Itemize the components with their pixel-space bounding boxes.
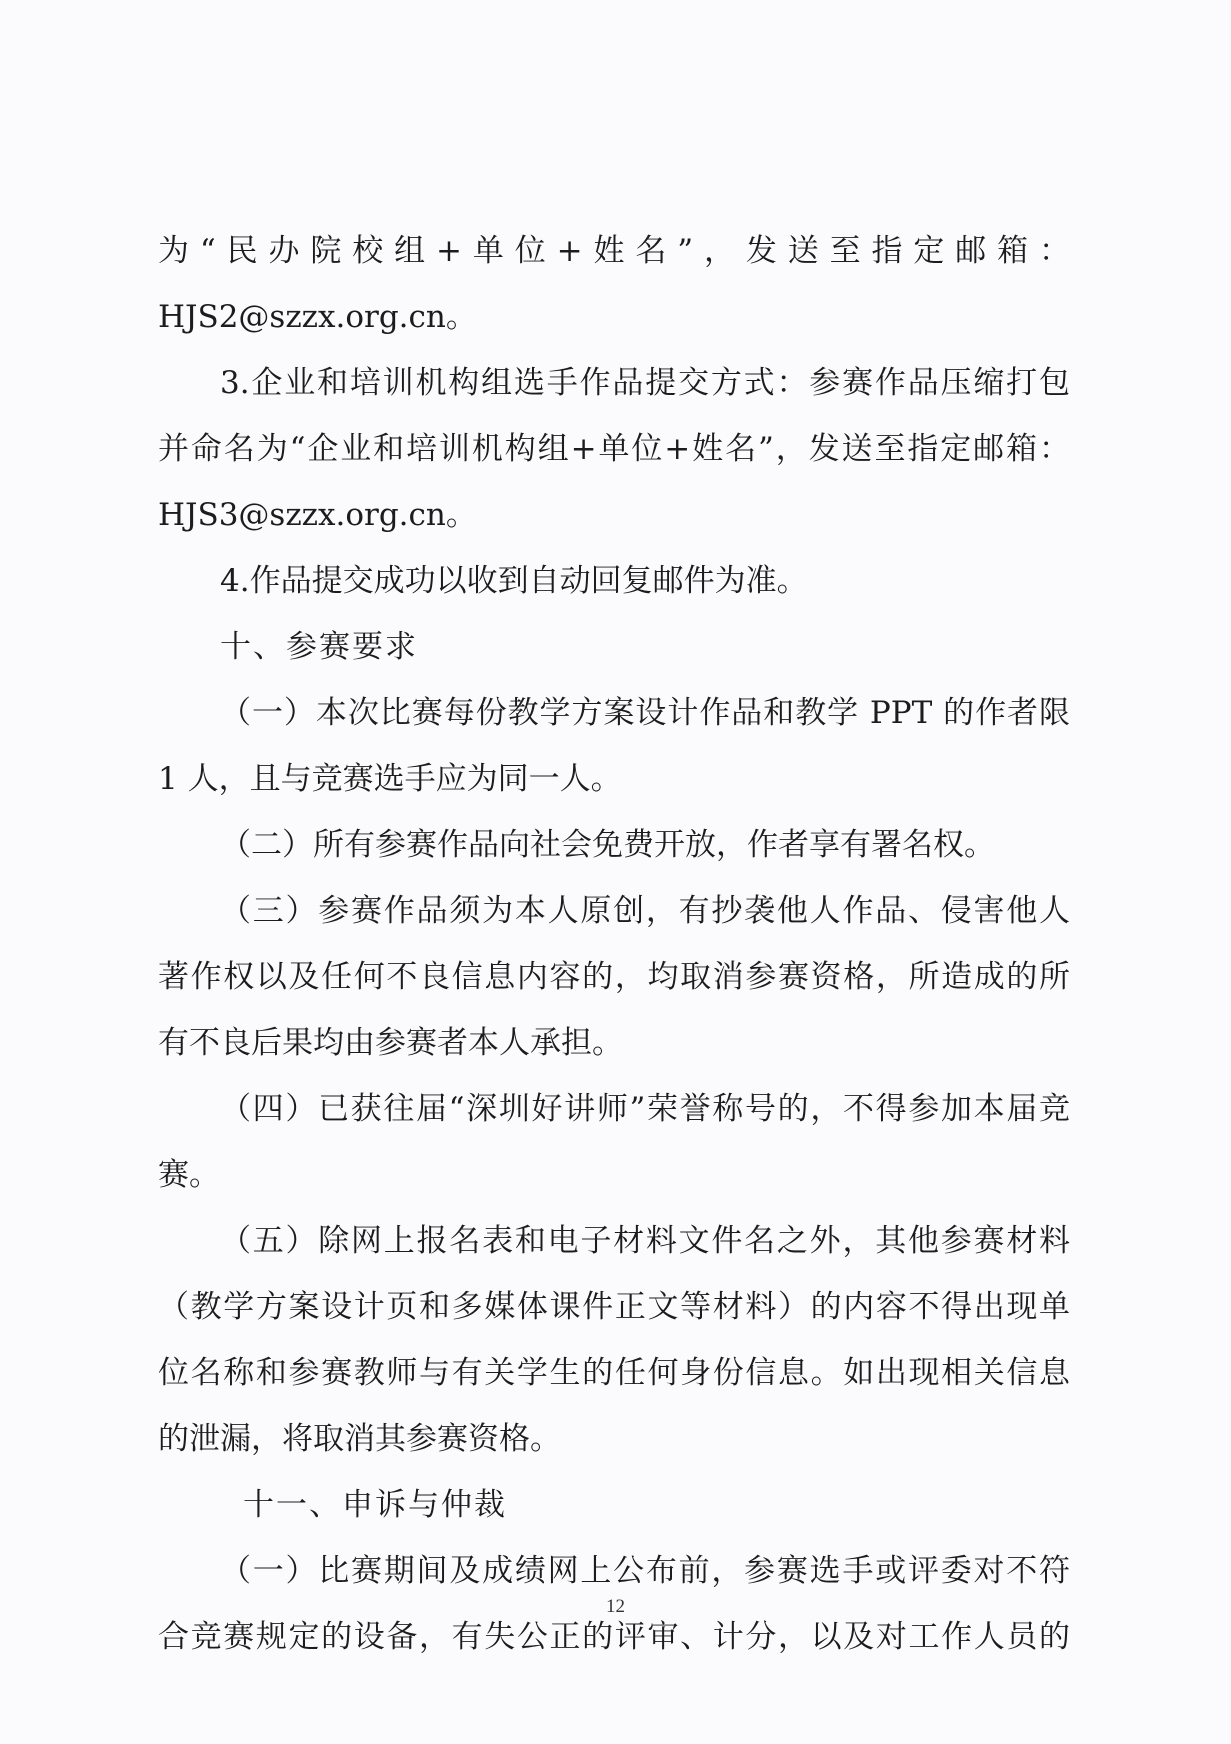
paragraph-line: 1 人，且与竞赛选手应为同一人。 bbox=[158, 761, 622, 797]
paragraph-line: （一）比赛期间及成绩网上公布前，参赛选手或评委对不符 bbox=[220, 1553, 1070, 1589]
paragraph-line: （一）本次比赛每份教学方案设计作品和教学 PPT 的作者限 bbox=[220, 695, 1070, 731]
paragraph-line: 赛。 bbox=[158, 1157, 220, 1193]
paragraph-line: （二）所有参赛作品向社会免费开放，作者享有署名权。 bbox=[220, 827, 995, 863]
page-number: 12 bbox=[606, 1596, 625, 1617]
paragraph-line: 并命名为“企业和培训机构组+单位+姓名”，发送至指定邮箱： bbox=[158, 431, 1070, 467]
paragraph-line: HJS3@szzx.org.cn。 bbox=[158, 497, 477, 533]
paragraph-line: 4.作品提交成功以收到自动回复邮件为准。 bbox=[220, 563, 808, 599]
paragraph-line: 有不良后果均由参赛者本人承担。 bbox=[158, 1025, 623, 1061]
paragraph-line: 位名称和参赛教师与有关学生的任何身份信息。如出现相关信息 bbox=[158, 1355, 1070, 1391]
paragraph-line: （五）除网上报名表和电子材料文件名之外，其他参赛材料 bbox=[220, 1223, 1070, 1259]
paragraph-line: 为“民办院校组+单位+姓名”，发送至指定邮箱： bbox=[158, 233, 1070, 269]
paragraph-line: 3.企业和培训机构组选手作品提交方式：参赛作品压缩打包 bbox=[220, 365, 1070, 401]
paragraph-line: 合竞赛规定的设备，有失公正的评审、计分，以及对工作人员的 bbox=[158, 1619, 1070, 1655]
paragraph-line: 的泄漏，将取消其参赛资格。 bbox=[158, 1421, 561, 1457]
section-heading: 十、参赛要求 bbox=[220, 629, 418, 665]
paragraph-line: HJS2@szzx.org.cn。 bbox=[158, 299, 477, 335]
paragraph-line: （教学方案设计页和多媒体课件正文等材料）的内容不得出现单 bbox=[158, 1289, 1070, 1325]
document-body bbox=[158, 218, 1070, 1670]
section-heading: 十一、申诉与仲裁 bbox=[243, 1487, 507, 1523]
paragraph-line: （四）已获往届“深圳好讲师”荣誉称号的，不得参加本届竞 bbox=[220, 1091, 1070, 1127]
paragraph-line: 著作权以及任何不良信息内容的，均取消参赛资格，所造成的所 bbox=[158, 959, 1070, 995]
paragraph-line: （三）参赛作品须为本人原创，有抄袭他人作品、侵害他人 bbox=[220, 893, 1070, 929]
